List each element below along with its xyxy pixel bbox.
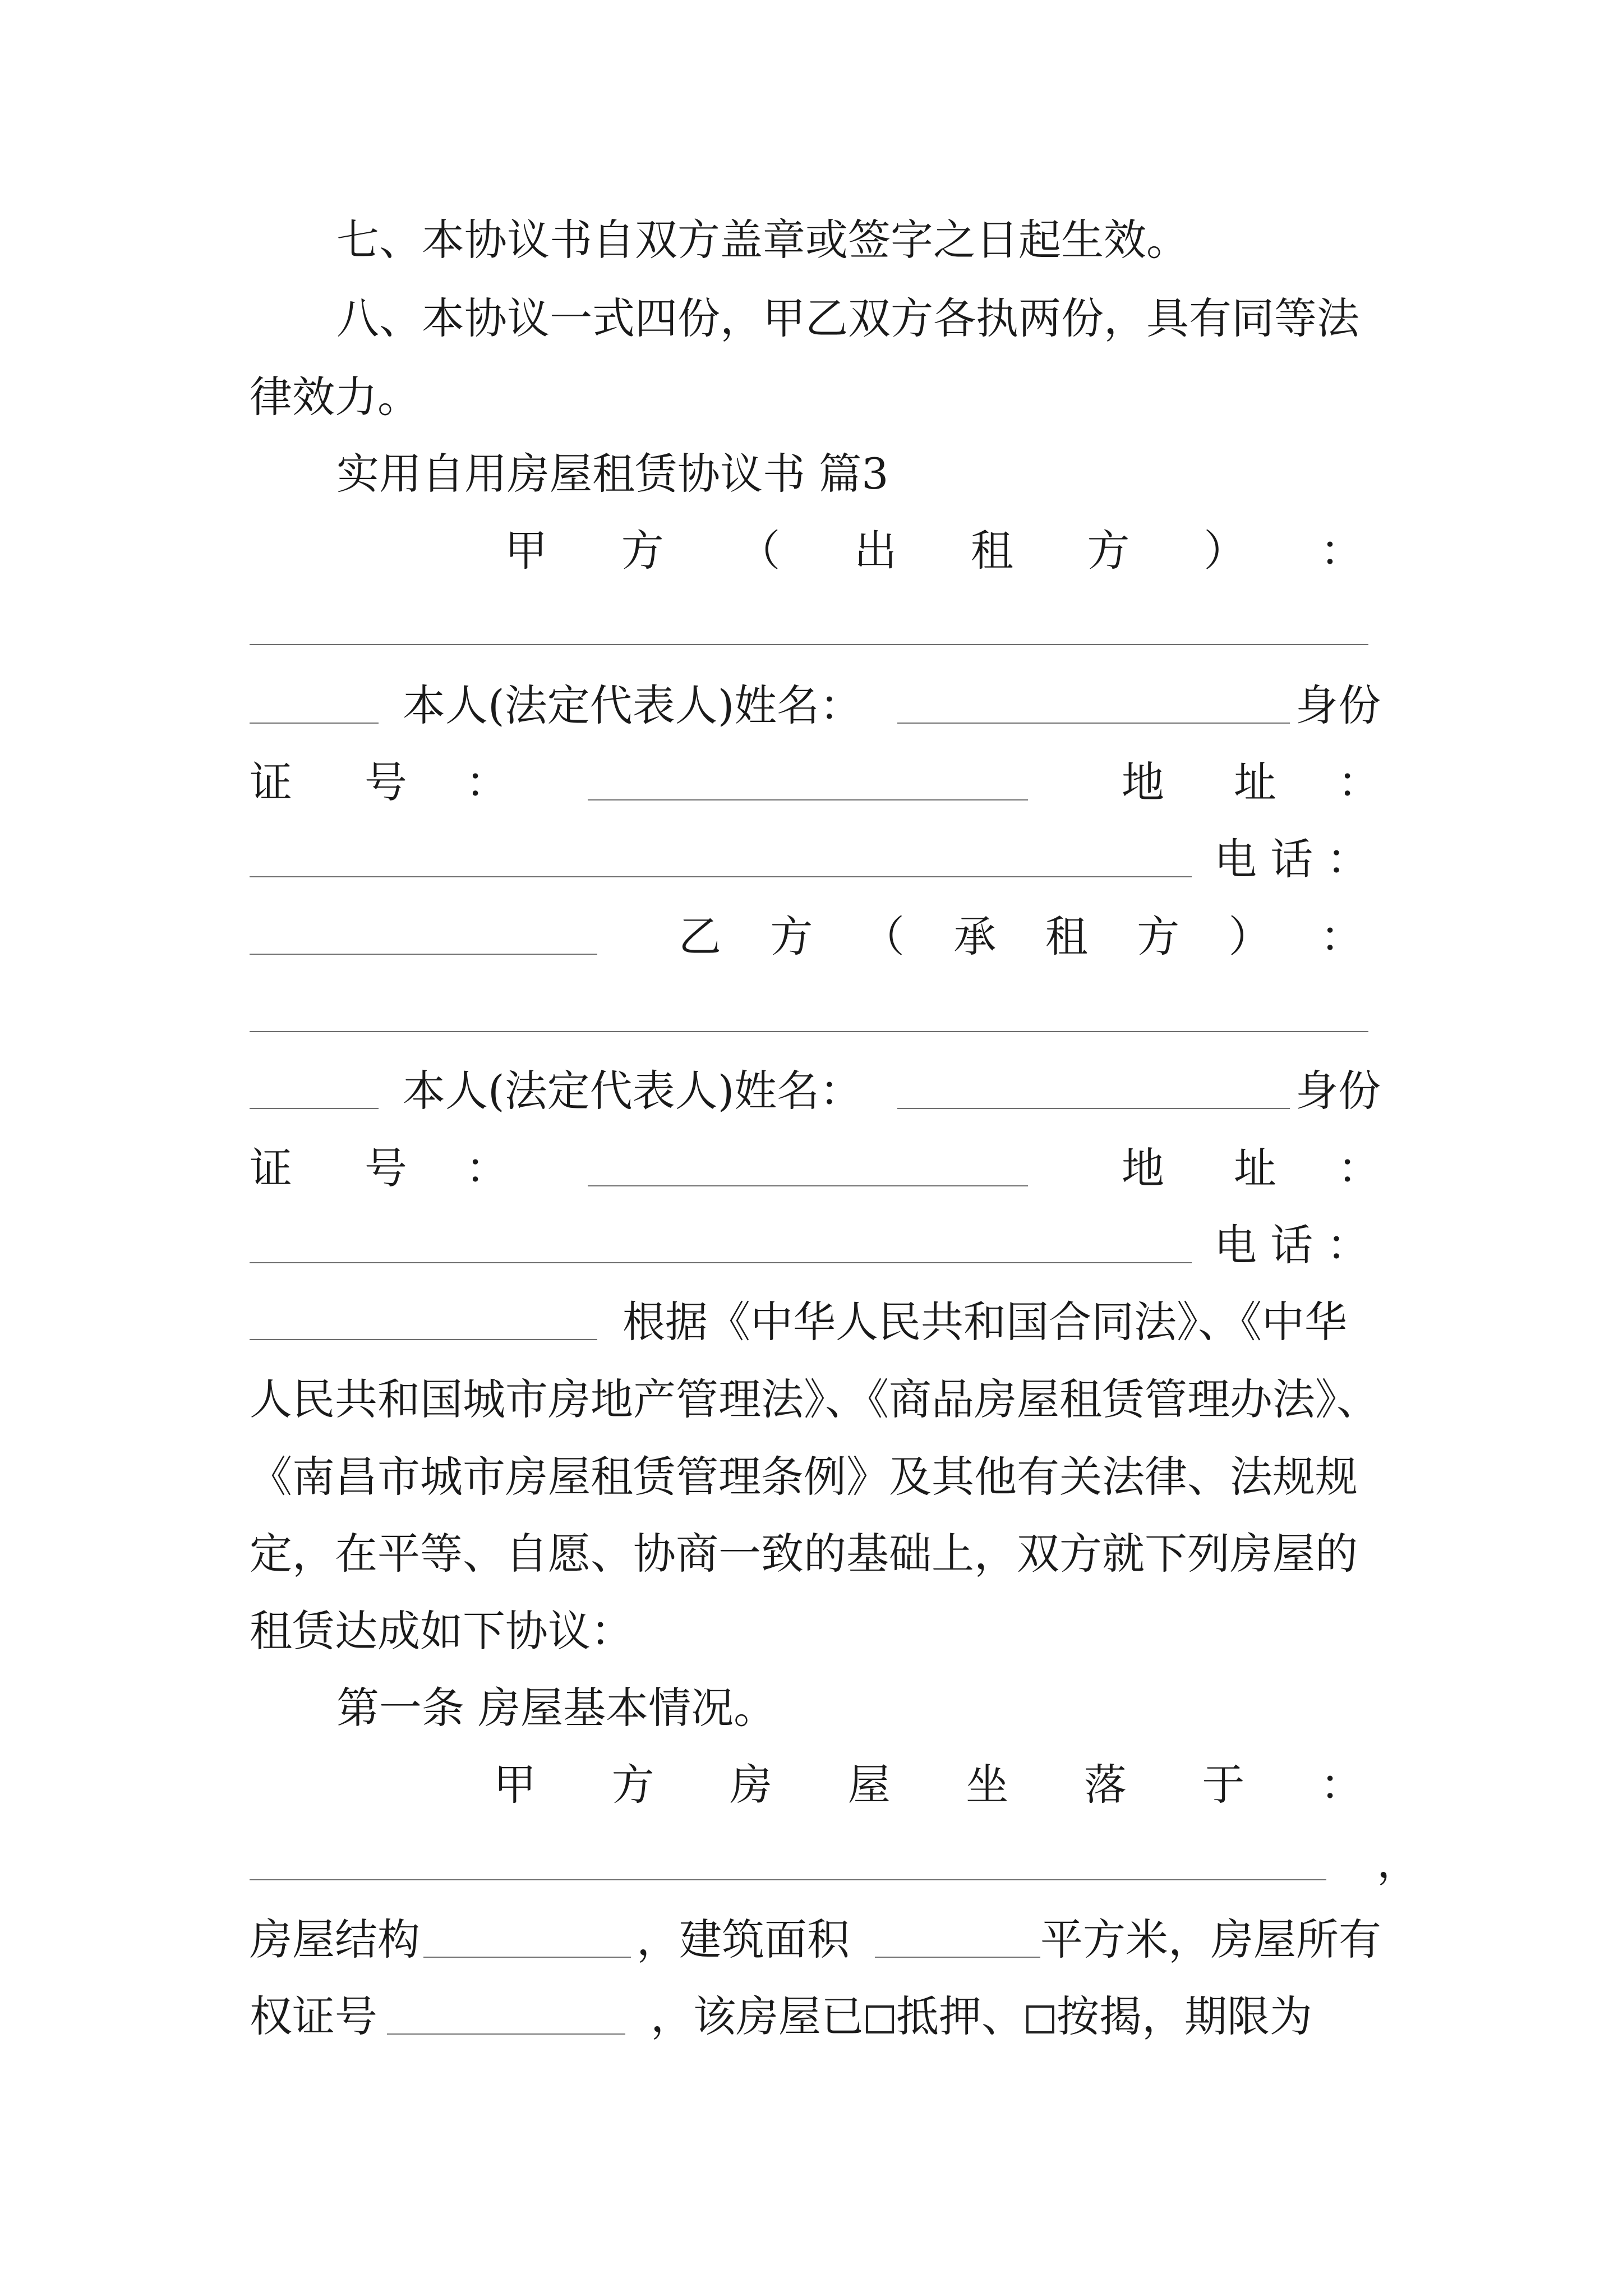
party-a-representative-blank[interactable]	[897, 723, 1290, 724]
location-label-char: 方	[611, 1760, 654, 1810]
article-1-title: 第一条 房屋基本情况。	[336, 1683, 777, 1733]
party-a-label-char: ：	[1320, 526, 1363, 576]
party-a-name-label: 本人(法定代表人)姓名：	[403, 680, 863, 730]
party-a-address-label-1: 地	[1122, 757, 1164, 807]
party-a-label-char: 出	[854, 526, 897, 576]
location-label-char: ：	[1320, 1760, 1363, 1810]
location-label-char: 房	[730, 1760, 773, 1810]
clause-8-line-1: 八、本协议一式四份，甲乙双方各执两份，具有同等法	[336, 293, 1359, 343]
area-label: ，建筑面积	[637, 1915, 850, 1964]
location-label-char: 落	[1083, 1760, 1127, 1810]
party-b-label-char: 承	[953, 912, 997, 961]
basis-line-5: 租赁达成如下协议：	[250, 1606, 633, 1656]
ownership-text	[651, 1989, 1312, 2045]
party-b-label	[679, 909, 1363, 965]
clause-7: 七、本协议书自双方盖章或签字之日起生效。	[336, 215, 1189, 265]
structure-label: 房屋结构	[250, 1915, 420, 1964]
party-a-label-char: 方	[621, 526, 664, 576]
party-b-id-label-1: 证	[250, 1143, 292, 1193]
ownership-text-1: ，该房屋已	[651, 1991, 864, 2041]
party-b-representative-blank[interactable]	[897, 1108, 1290, 1109]
structure-blank[interactable]	[423, 1957, 631, 1958]
party-b-address-label-1: 地	[1122, 1143, 1164, 1193]
location-label	[494, 1757, 1363, 1813]
area-unit: 平方米，房屋所有	[1040, 1915, 1381, 1964]
party-b-label-char: ：	[1320, 912, 1363, 961]
location-label-char: 于	[1202, 1760, 1245, 1810]
party-b-address-blank[interactable]	[250, 1262, 1192, 1263]
party-b-label-char: ）	[1228, 912, 1271, 961]
basis-line-2: 人民共和国城市房地产管理法》、《商品房屋租赁管理办法》、	[250, 1374, 1379, 1424]
party-a-address-label-2: 址	[1234, 757, 1276, 807]
party-b-address-label-3: ：	[1338, 1143, 1380, 1193]
party-b-label-char: （	[861, 912, 905, 961]
area-blank[interactable]	[875, 1957, 1040, 1958]
party-a-address-blank[interactable]	[250, 876, 1192, 877]
party-a-label-char: 甲	[505, 526, 547, 576]
party-a-label-char: 租	[970, 526, 1013, 576]
party-a-id-label-1: 证	[250, 757, 292, 807]
basis-line-4: 定，在平等、自愿、协商一致的基础上，双方就下列房屋的	[250, 1529, 1358, 1579]
party-b-id-suffix: 身份	[1295, 1066, 1381, 1116]
pledge-label: 按揭，期限为	[1057, 1991, 1312, 2041]
party-b-phone-label: 电 话 ：	[1214, 1220, 1370, 1270]
clause-8-line-2: 律效力。	[250, 372, 420, 422]
party-a-label-char: （	[737, 526, 781, 576]
party-a-id-blank[interactable]	[588, 799, 1028, 800]
location-comma: ，	[1377, 1837, 1419, 1887]
basis-line-1: 根据《中华人民共和国合同法》、《中华	[623, 1297, 1347, 1347]
party-b-name-blank[interactable]	[250, 1031, 1368, 1032]
location-blank[interactable]	[250, 1879, 1326, 1880]
party-a-phone-label: 电 话 ：	[1214, 834, 1370, 884]
party-a-address-label-3: ：	[1338, 757, 1380, 807]
party-b-id-blank[interactable]	[588, 1185, 1028, 1186]
party-b-id-label-2: 号	[365, 1143, 407, 1193]
ownership-blank[interactable]	[387, 2033, 625, 2035]
ownership-label: 权证号	[250, 1991, 377, 2041]
party-a-name-blank[interactable]	[250, 644, 1368, 645]
basis-line-3: 《南昌市城市房屋租赁管理条例》及其他有关法律、法规规	[250, 1452, 1358, 1502]
party-b-label-char: 方	[770, 912, 813, 961]
party-a-label-char: 方	[1087, 526, 1130, 576]
party-a-label	[505, 523, 1363, 579]
mortgage-checkbox[interactable]	[866, 2005, 894, 2033]
party-b-phone-blank[interactable]	[250, 1339, 597, 1340]
party-b-label-char: 方	[1137, 912, 1180, 961]
location-label-char: 屋	[847, 1760, 891, 1810]
pledge-checkbox[interactable]	[1026, 2005, 1054, 2033]
party-a-label-char: ）	[1204, 526, 1247, 576]
party-b-label-char: 租	[1045, 912, 1088, 961]
party-b-name-label: 本人(法定代表人)姓名：	[403, 1066, 863, 1116]
party-a-id-suffix: 身份	[1295, 680, 1381, 730]
location-label-char: 甲	[494, 1760, 536, 1810]
party-b-name-blank-end[interactable]	[250, 1108, 379, 1109]
mortgage-label: 抵押、	[896, 1991, 1024, 2041]
party-b-address-label-2: 址	[1234, 1143, 1276, 1193]
party-a-phone-blank[interactable]	[250, 954, 597, 955]
party-a-name-blank-end[interactable]	[250, 723, 379, 724]
party-a-id-label-3: ：	[465, 757, 508, 807]
section-title: 实用自用房屋租赁协议书 篇3	[336, 449, 889, 499]
location-label-char: 坐	[966, 1760, 1009, 1810]
party-b-id-label-3: ：	[465, 1143, 508, 1193]
party-b-label-char: 乙	[679, 912, 721, 961]
party-a-id-label-2: 号	[365, 757, 407, 807]
